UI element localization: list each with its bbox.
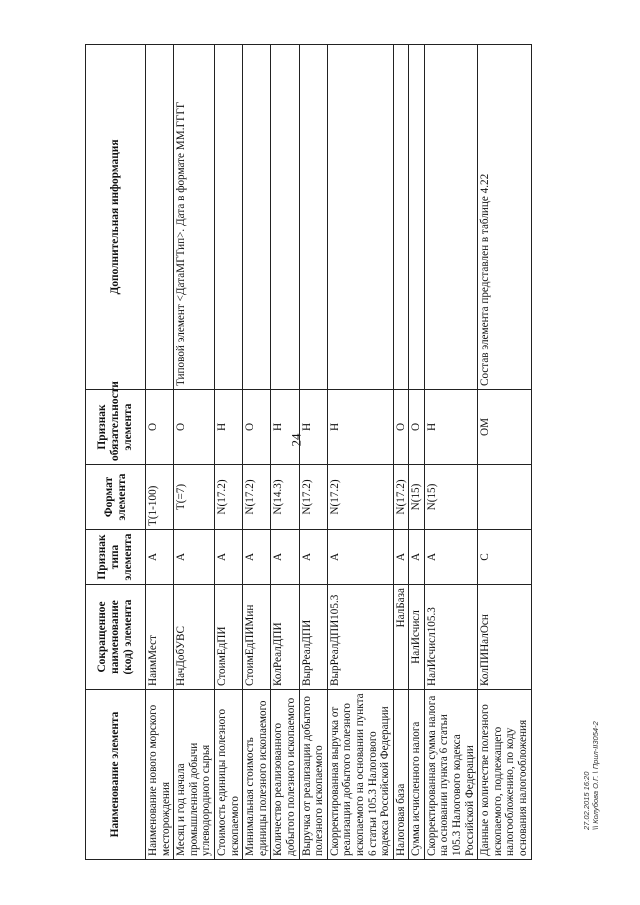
cell-required: О xyxy=(174,390,215,465)
cell-code: СтоимЕдПИМин xyxy=(243,585,271,690)
cell-code: НалБаза xyxy=(393,585,409,690)
footer-path: \\ Колубова О.Г. \ Прил-II3054-2 xyxy=(591,721,600,830)
cell-code: НаимМест xyxy=(146,585,174,690)
table-row xyxy=(174,45,215,860)
cell-name: Месяц и год начала промышленной добычи углеводородного сырья xyxy=(174,690,215,860)
cell-code: НачДобУВС xyxy=(174,585,215,690)
cell-code: КолПИНалОсн xyxy=(478,585,531,690)
header-element-name: Наименование элемента xyxy=(86,690,146,860)
cell-info xyxy=(214,45,242,390)
cell-name: Сумма исчисленного налога xyxy=(409,690,425,860)
cell-name: Данные о количестве полезного ископаемого, подлежащего налогообложению, по коду основания налогообложения xyxy=(478,690,531,860)
cell-code: КолРеалДПИ xyxy=(271,585,299,690)
cell-required: О xyxy=(146,390,174,465)
footer-timestamp: 27.02.2015 16:20 xyxy=(582,771,591,830)
cell-format: N(17.2) xyxy=(327,465,393,530)
table-row xyxy=(214,45,242,860)
cell-info xyxy=(271,45,299,390)
cell-name: Стоимость единицы полезного ископаемого xyxy=(214,690,242,860)
cell-info: Состав элемента представлен в таблице 4.22 xyxy=(478,45,531,390)
cell-type: А xyxy=(424,530,477,585)
table-row xyxy=(478,45,531,860)
cell-type: А xyxy=(299,530,327,585)
cell-code: НалИсчисл105.3 xyxy=(424,585,477,690)
header-additional-info: Дополнительная информация xyxy=(86,45,146,390)
cell-info xyxy=(393,45,409,390)
cell-code: ВырРеалДПИ105.3 xyxy=(327,585,393,690)
cell-type: А xyxy=(327,530,393,585)
cell-code: ВырРеалДПИ xyxy=(299,585,327,690)
cell-format: N(17.2) xyxy=(243,465,271,530)
cell-info xyxy=(243,45,271,390)
table-row xyxy=(243,45,271,860)
footer-stamp xyxy=(582,690,600,830)
cell-type: С xyxy=(478,530,531,585)
table-row xyxy=(146,45,174,860)
cell-required: О xyxy=(409,390,425,465)
cell-type: А xyxy=(174,530,215,585)
elements-table xyxy=(85,44,532,860)
table-row xyxy=(271,45,299,860)
header-type-flag: Признак типа элемента xyxy=(86,530,146,585)
cell-name: Скорректированная выручка от реализации добытого полезного ископаемого на основании пункта 6 статьи 105.3 Налогового кодекса Российской Федерации xyxy=(327,690,393,860)
cell-format xyxy=(478,465,531,530)
cell-type: А xyxy=(271,530,299,585)
cell-code: СтоимЕдПИ xyxy=(214,585,242,690)
cell-name: Налоговая база xyxy=(393,690,409,860)
table-row xyxy=(393,45,409,860)
cell-name: Количество реализованного добытого полезного ископаемого xyxy=(271,690,299,860)
header-short-code: Сокращенное наименование (код) элемента xyxy=(86,585,146,690)
rotated-table-wrapper xyxy=(85,45,530,860)
cell-required: О xyxy=(393,390,409,465)
cell-info xyxy=(327,45,393,390)
cell-format: T(1-100) xyxy=(146,465,174,530)
cell-required: Н xyxy=(271,390,299,465)
cell-type: А xyxy=(393,530,409,585)
cell-info xyxy=(409,45,425,390)
cell-format: N(17.2) xyxy=(299,465,327,530)
page-number: 24 xyxy=(288,433,304,447)
cell-info xyxy=(146,45,174,390)
cell-format: N(15) xyxy=(409,465,425,530)
header-format: Формат элемента xyxy=(86,465,146,530)
cell-required: ОМ xyxy=(478,390,531,465)
cell-code: НалИсчисл xyxy=(409,585,425,690)
cell-format: N(17.2) xyxy=(393,465,409,530)
cell-type: А xyxy=(409,530,425,585)
cell-name: Выручка от реализации добытого полезного ископаемого xyxy=(299,690,327,860)
cell-required: Н xyxy=(424,390,477,465)
cell-type: А xyxy=(243,530,271,585)
header-required-flag: Признак обязательности элемента xyxy=(86,390,146,465)
cell-required: Н xyxy=(299,390,327,465)
table-row xyxy=(409,45,425,860)
cell-required: О xyxy=(243,390,271,465)
cell-format: N(15) xyxy=(424,465,477,530)
cell-type: А xyxy=(214,530,242,585)
table-row xyxy=(327,45,393,860)
cell-name: Минимальная стоимость единицы полезного ископаемого xyxy=(243,690,271,860)
table-row xyxy=(299,45,327,860)
cell-required: Н xyxy=(214,390,242,465)
cell-info xyxy=(299,45,327,390)
cell-name: Скорректированная сумма налога на основании пункта 6 статьи 105.3 Налогового кодекса Российской Федерации xyxy=(424,690,477,860)
cell-info xyxy=(424,45,477,390)
cell-format: T(=7) xyxy=(174,465,215,530)
table-row xyxy=(424,45,477,860)
cell-format: N(17.2) xyxy=(214,465,242,530)
cell-format: N(14.3) xyxy=(271,465,299,530)
table-header-row xyxy=(86,45,146,860)
cell-name: Наименование нового морского месторождения xyxy=(146,690,174,860)
cell-info: Типовой элемент <ДатаМГТип>. Дата в формате ММ.ГГГГ xyxy=(174,45,215,390)
cell-required: Н xyxy=(327,390,393,465)
cell-type: А xyxy=(146,530,174,585)
